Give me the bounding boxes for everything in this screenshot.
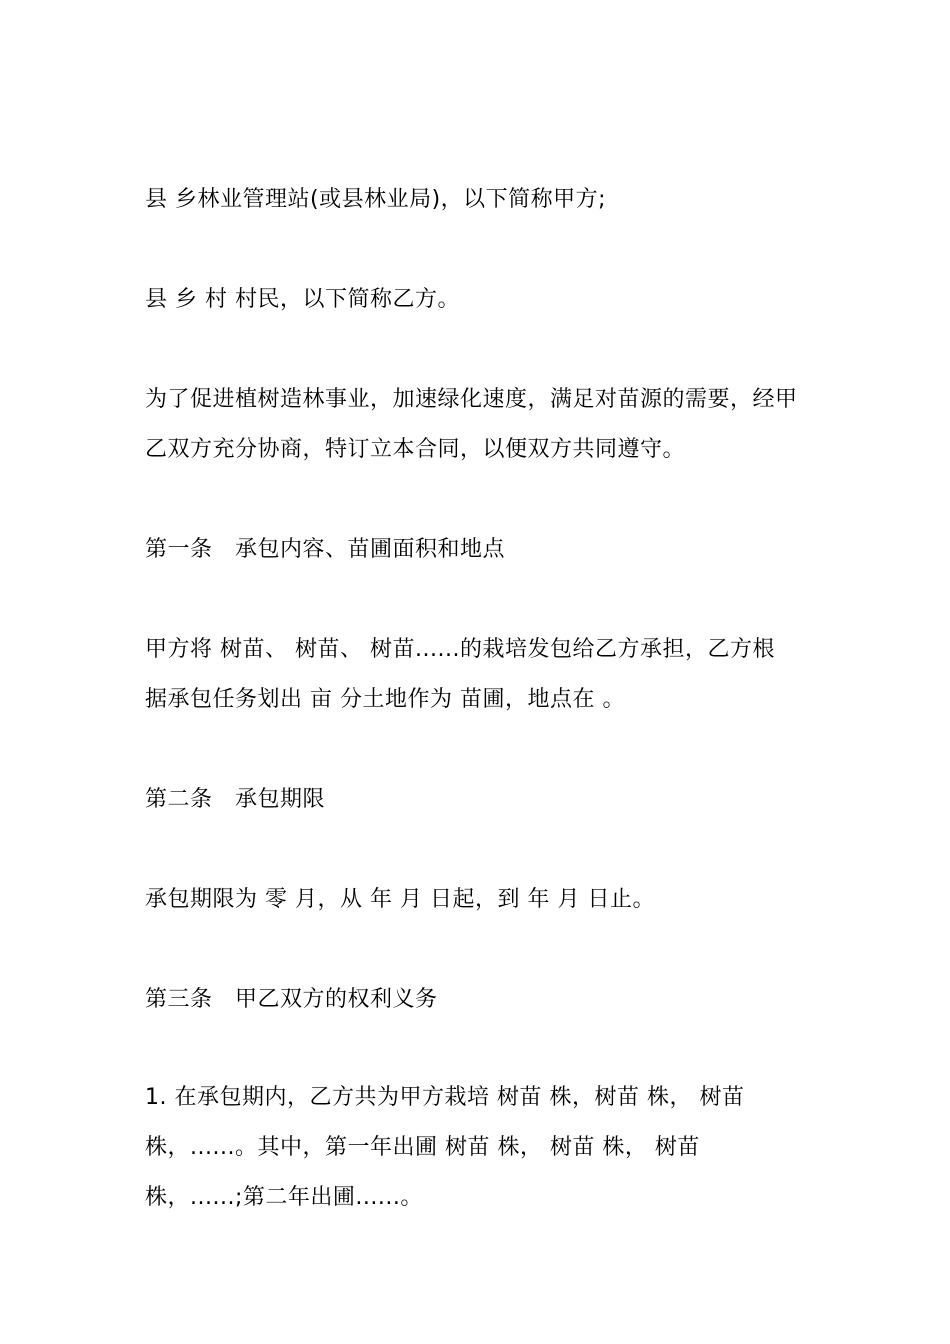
preamble-line-2: 乙双方充分协商，特订立本合同，以便双方共同遵守。 bbox=[145, 437, 686, 462]
article-2-body: 承包期限为 零 月，从 年 月 日起，到 年 月 日止。 bbox=[145, 887, 655, 912]
article-1-heading: 第一条 承包内容、苗圃面积和地点 bbox=[145, 537, 506, 562]
article-3-heading: 第三条 甲乙双方的权利义务 bbox=[145, 987, 438, 1012]
article-3-item-1-line-1: 1. 在承包期内，乙方共为甲方栽培 树苗 株，树苗 株， 树苗 bbox=[145, 1085, 745, 1110]
article-1-body-line-1: 甲方将 树苗、 树苗、 树苗......的栽培发包给乙方承担，乙方根 bbox=[145, 637, 775, 662]
party-a-line: 县 乡林业管理站(或县林业局)，以下简称甲方; bbox=[145, 187, 607, 212]
article-3-item-1-line-3: 株，......;第二年出圃......。 bbox=[145, 1185, 423, 1210]
article-3-item-1-line-2: 株，......。其中，第一年出圃 树苗 株， 树苗 株， 树苗 bbox=[145, 1135, 700, 1160]
party-b-line: 县 乡 村 村民，以下简称乙方。 bbox=[145, 287, 460, 312]
article-2-heading: 第二条 承包期限 bbox=[145, 787, 326, 812]
preamble-line-1: 为了促进植树造林事业，加速绿化速度，满足对苗源的需要，经甲 bbox=[145, 387, 798, 412]
article-1-body-line-2: 据承包任务划出 亩 分土地作为 苗圃，地点在 。 bbox=[145, 687, 625, 712]
